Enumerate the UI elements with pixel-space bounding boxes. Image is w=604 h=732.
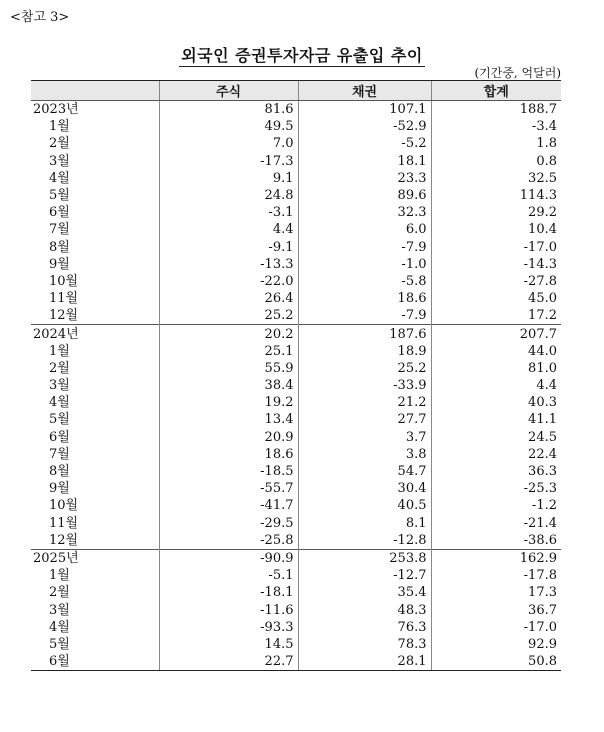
table-body	[31, 101, 561, 671]
stock-value: 13.4	[159, 411, 298, 428]
bond-value: 21.2	[298, 394, 431, 411]
stock-value: -18.5	[159, 463, 298, 480]
month-row	[31, 290, 561, 307]
bond-value: 3.7	[298, 429, 431, 446]
bond-value: -5.2	[298, 135, 431, 152]
bond-value: 187.6	[298, 325, 431, 343]
foreign-investment-flow-table	[31, 80, 561, 671]
period-label: 6월	[49, 429, 70, 445]
stock-value: 38.4	[159, 377, 298, 394]
total-value: 32.5	[431, 170, 561, 187]
header-row	[31, 81, 561, 101]
unit-note: (기간중, 억달러)	[474, 66, 561, 80]
year-row	[31, 325, 561, 343]
header-total: 합계	[431, 81, 561, 101]
total-value: -27.8	[431, 273, 561, 290]
bond-value: 30.4	[298, 480, 431, 497]
month-row	[31, 601, 561, 618]
month-row	[31, 256, 561, 273]
bond-value: 6.0	[298, 221, 431, 238]
month-row	[31, 636, 561, 653]
total-value: 92.9	[431, 636, 561, 653]
period-label: 2023년	[31, 101, 159, 119]
period-label: 1월	[49, 343, 70, 359]
total-value: -21.4	[431, 515, 561, 532]
total-value: 17.2	[431, 307, 561, 325]
month-row	[31, 429, 561, 446]
stock-value: 24.8	[159, 187, 298, 204]
period-label: 2024년	[31, 325, 159, 343]
stock-value: 19.2	[159, 394, 298, 411]
period-label: 1월	[49, 568, 70, 584]
bond-value: 18.9	[298, 343, 431, 360]
period-label: 8월	[49, 239, 70, 255]
stock-value: 25.1	[159, 343, 298, 360]
stock-value: -17.3	[159, 153, 298, 170]
period-label: 4월	[49, 170, 70, 186]
period-label: 12월	[49, 308, 79, 324]
period-label: 9월	[49, 256, 70, 272]
year-row	[31, 101, 561, 119]
period-label: 10월	[49, 273, 79, 289]
period-label: 2월	[49, 136, 70, 152]
month-row	[31, 567, 561, 584]
bond-value: 18.6	[298, 290, 431, 307]
stock-value: 55.9	[159, 360, 298, 377]
stock-value: 49.5	[159, 118, 298, 135]
bond-value: 28.1	[298, 653, 431, 671]
period-label: 3월	[49, 153, 70, 169]
period-label: 5월	[49, 188, 70, 204]
month-row	[31, 377, 561, 394]
total-value: -14.3	[431, 256, 561, 273]
header-period	[31, 81, 159, 101]
bond-value: 32.3	[298, 204, 431, 221]
month-row	[31, 135, 561, 152]
period-label: 5월	[49, 636, 70, 652]
total-value: 4.4	[431, 377, 561, 394]
month-row	[31, 619, 561, 636]
month-row	[31, 394, 561, 411]
total-value: 162.9	[431, 549, 561, 567]
bond-value: 48.3	[298, 601, 431, 618]
stock-value: 22.7	[159, 653, 298, 671]
bond-value: 107.1	[298, 101, 431, 119]
bond-value: -12.8	[298, 532, 431, 550]
month-row	[31, 480, 561, 497]
stock-value: 26.4	[159, 290, 298, 307]
total-value: 188.7	[431, 101, 561, 119]
period-label: 2월	[49, 360, 70, 376]
month-row	[31, 118, 561, 135]
total-value: -1.2	[431, 497, 561, 514]
month-row	[31, 463, 561, 480]
period-label: 2025년	[31, 549, 159, 567]
total-value: -25.3	[431, 480, 561, 497]
period-label: 2월	[49, 585, 70, 601]
month-row	[31, 446, 561, 463]
bond-value: 78.3	[298, 636, 431, 653]
month-row	[31, 343, 561, 360]
month-row	[31, 307, 561, 325]
month-row	[31, 153, 561, 170]
period-label: 9월	[49, 481, 70, 497]
bond-value: -52.9	[298, 118, 431, 135]
stock-value: -9.1	[159, 239, 298, 256]
stock-value: -22.0	[159, 273, 298, 290]
total-value: 0.8	[431, 153, 561, 170]
period-label: 7월	[49, 222, 70, 238]
total-value: 24.5	[431, 429, 561, 446]
stock-value: -29.5	[159, 515, 298, 532]
total-value: 36.7	[431, 601, 561, 618]
year-row	[31, 549, 561, 567]
total-value: 114.3	[431, 187, 561, 204]
bond-value: 18.1	[298, 153, 431, 170]
month-row	[31, 204, 561, 221]
month-row	[31, 273, 561, 290]
stock-value: 14.5	[159, 636, 298, 653]
total-value: -17.8	[431, 567, 561, 584]
total-value: 10.4	[431, 221, 561, 238]
stock-value: -13.3	[159, 256, 298, 273]
table-title-text: 외국인 증권투자자금 유출입 추이	[181, 46, 423, 65]
bond-value: 40.5	[298, 497, 431, 514]
table-title	[0, 43, 604, 66]
stock-value: -90.9	[159, 549, 298, 567]
period-label: 6월	[31, 653, 159, 671]
bond-value: 27.7	[298, 411, 431, 428]
month-row	[31, 653, 561, 671]
bond-value: 23.3	[298, 170, 431, 187]
total-value: -17.0	[431, 619, 561, 636]
period-label: 7월	[49, 446, 70, 462]
total-value: -3.4	[431, 118, 561, 135]
period-label: 4월	[49, 619, 70, 635]
period-label: 3월	[49, 378, 70, 394]
stock-value: -3.1	[159, 204, 298, 221]
stock-value: 20.9	[159, 429, 298, 446]
stock-value: -93.3	[159, 619, 298, 636]
bond-value: -7.9	[298, 307, 431, 325]
bond-value: 25.2	[298, 360, 431, 377]
period-label: 1월	[49, 119, 70, 135]
month-row	[31, 497, 561, 514]
month-row	[31, 360, 561, 377]
period-label: 11월	[49, 515, 79, 531]
month-row	[31, 187, 561, 204]
total-value: 1.8	[431, 135, 561, 152]
total-value: 81.0	[431, 360, 561, 377]
total-value: 40.3	[431, 394, 561, 411]
period-label: 3월	[49, 602, 70, 618]
stock-value: 4.4	[159, 221, 298, 238]
bond-value: -33.9	[298, 377, 431, 394]
bond-value: 35.4	[298, 584, 431, 601]
stock-value: -25.8	[159, 532, 298, 550]
stock-value: 81.6	[159, 101, 298, 119]
bond-value: 3.8	[298, 446, 431, 463]
period-label: 8월	[49, 464, 70, 480]
header-bond: 채권	[298, 81, 431, 101]
header-stock: 주식	[159, 81, 298, 101]
stock-value: -11.6	[159, 601, 298, 618]
period-label: 4월	[49, 395, 70, 411]
month-row	[31, 221, 561, 238]
total-value: 22.4	[431, 446, 561, 463]
total-value: 17.3	[431, 584, 561, 601]
bond-value: -1.0	[298, 256, 431, 273]
total-value: 29.2	[431, 204, 561, 221]
stock-value: 9.1	[159, 170, 298, 187]
stock-value: -55.7	[159, 480, 298, 497]
stock-value: 25.2	[159, 307, 298, 325]
month-row	[31, 532, 561, 550]
bond-value: 8.1	[298, 515, 431, 532]
month-row	[31, 515, 561, 532]
total-value: -17.0	[431, 239, 561, 256]
stock-value: 18.6	[159, 446, 298, 463]
period-label: 10월	[49, 498, 79, 514]
bond-value: 54.7	[298, 463, 431, 480]
bond-value: -7.9	[298, 239, 431, 256]
month-row	[31, 170, 561, 187]
total-value: 50.8	[431, 653, 561, 671]
month-row	[31, 239, 561, 256]
bond-value: -12.7	[298, 567, 431, 584]
bond-value: -5.8	[298, 273, 431, 290]
month-row	[31, 411, 561, 428]
stock-value: -41.7	[159, 497, 298, 514]
stock-value: -5.1	[159, 567, 298, 584]
total-value: 41.1	[431, 411, 561, 428]
bond-value: 253.8	[298, 549, 431, 567]
stock-value: 20.2	[159, 325, 298, 343]
bond-value: 89.6	[298, 187, 431, 204]
total-value: -38.6	[431, 532, 561, 550]
period-label: 6월	[49, 205, 70, 221]
total-value: 207.7	[431, 325, 561, 343]
bond-value: 76.3	[298, 619, 431, 636]
period-label: 12월	[49, 532, 79, 548]
total-value: 44.0	[431, 343, 561, 360]
period-label: 11월	[49, 291, 79, 307]
month-row	[31, 584, 561, 601]
total-value: 45.0	[431, 290, 561, 307]
reference-label: <참고 3>	[10, 10, 70, 25]
stock-value: -18.1	[159, 584, 298, 601]
stock-value: 7.0	[159, 135, 298, 152]
period-label: 5월	[49, 412, 70, 428]
total-value: 36.3	[431, 463, 561, 480]
